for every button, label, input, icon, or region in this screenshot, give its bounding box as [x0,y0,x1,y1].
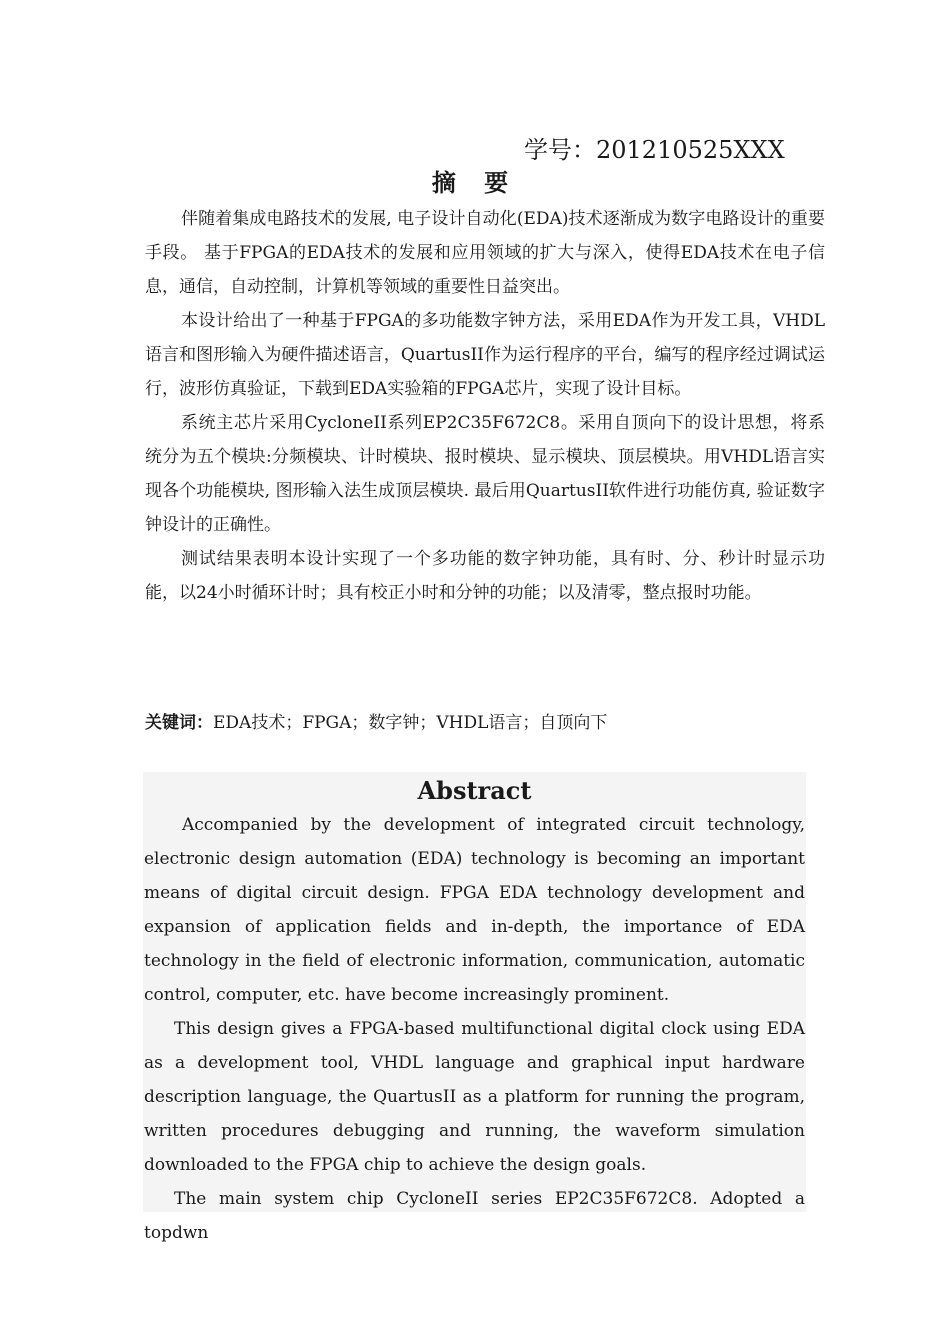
chinese-abstract-title: 摘 要 [431,169,519,197]
chinese-abstract-body [145,202,825,610]
keywords-line [145,706,825,740]
chinese-paragraph: 测试结果表明本设计实现了一个多功能的数字钟功能，具有时、分、秒计时显示功能，以24小时循环计时；具有校正小时和分钟的功能；以及清零，整点报时功能。 [145,549,825,603]
chinese-paragraph: 系统主芯片采用CycloneII系列EP2C35F672C8。采用自顶向下的设计思想，将系统分为五个模块:分频模块、计时模块、报时模块、显示模块、顶层模块。用VHDL语言实现各个功能模块, 图形输入法生成顶层模块. 最后用QuartusII软件进行功能仿真, 验证数字钟设计的正确性。 [145,413,825,535]
chinese-paragraph: 本设计给出了一种基于FPGA的多功能数字钟方法，采用EDA作为开发工具，VHDL语言和图形输入为硬件描述语言，QuartusII作为运行程序的平台，编写的程序经过调试运行，波形仿真验证，下载到EDA实验箱的FPGA芯片，实现了设计目标。 [145,311,825,399]
english-paragraph: This design gives a FPGA-based multifunctional digital clock using EDA as a development tool, VHDL language and graphical input hardware description language, the QuartusII as a platform for running the program, written procedures debugging and running, the waveform simulation downloaded to the FPGA chip to achieve the design goals. [144,1019,805,1175]
english-paragraph: The main system chip CycloneII series EP2C35F672C8. Adopted a topdwn [144,1189,805,1243]
keywords-value: EDA技术；FPGA；数字钟；VHDL语言；自顶向下 [213,713,608,733]
chinese-paragraph: 伴随着集成电路技术的发展, 电子设计自动化(EDA)技术逐渐成为数字电路设计的重要手段。 基于FPGA的EDA技术的发展和应用领域的扩大与深入，使得EDA技术在电子信息，通信，自动控制，计算机等领域的重要性日益突出。 [145,209,825,297]
english-paragraph: Accompanied by the development of integrated circuit technology, electronic design automation (EDA) technology is becoming an important means of digital circuit design. FPGA EDA technology development and expansion of application fields and in-depth, the importance of EDA technology in the field of electronic information, communication, automatic control, computer, etc. have become increasingly prominent. [144,815,805,1005]
english-abstract-section [143,772,806,1243]
english-abstract-body [143,808,806,1250]
english-abstract-title: Abstract [417,776,532,805]
student-id: 学号：201210525XXX [524,136,785,164]
keywords-label: 关键词： [145,713,213,733]
